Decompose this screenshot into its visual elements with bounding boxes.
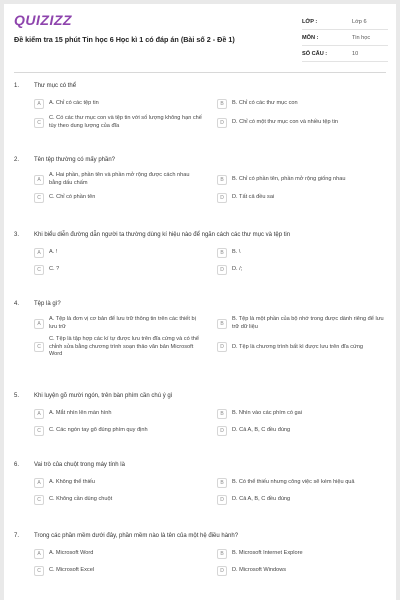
worksheet-title: Đề kiểm tra 15 phút Tin học 6 Học kì 1 có đáp án (Bài số 2 - Đề 1) — [14, 35, 235, 44]
options-grid — [34, 548, 386, 577]
question-6 — [14, 459, 386, 506]
option-text: D. Cả A, B, C đều đúng — [232, 496, 291, 503]
option-text: D. Microsoft Windows — [232, 567, 287, 574]
option-c[interactable] — [34, 565, 203, 577]
option-badge: C — [34, 118, 44, 128]
option-text: A. ! — [49, 249, 58, 256]
option-d[interactable] — [217, 192, 386, 204]
meta-value: 10 — [352, 50, 359, 57]
option-b[interactable] — [217, 548, 386, 560]
option-text: B. Có thể thiếu nhưng công việc sẽ kém hiệu quả — [232, 479, 355, 486]
option-badge: D — [217, 342, 227, 352]
option-badge: C — [34, 566, 44, 576]
question-number: 5. — [14, 393, 20, 399]
option-text: B. Chỉ có phần tên, phần mở rộng giống nhau — [232, 175, 346, 182]
option-badge: B — [217, 99, 227, 109]
meta-label: MÔN : — [302, 34, 319, 41]
option-a[interactable] — [34, 548, 203, 560]
option-text: B. Nhìn vào các phím có gai — [232, 410, 302, 417]
worksheet-page — [4, 4, 396, 600]
option-text: A. Mắt nhìn lên màn hình — [49, 410, 112, 417]
option-badge: C — [34, 495, 44, 505]
question-2 — [14, 154, 386, 204]
option-badge: C — [34, 193, 44, 203]
option-text: A. Chỉ có các tệp tin — [49, 100, 99, 107]
option-a[interactable] — [34, 247, 203, 259]
meta-value: Tin học — [352, 34, 371, 41]
option-text: D. Chỉ có một thư mục con và nhiều tệp tin — [232, 118, 339, 125]
options-grid — [34, 408, 386, 437]
question-7 — [14, 530, 386, 577]
question-text: Thư mục có thể — [34, 83, 77, 89]
option-b[interactable] — [217, 408, 386, 420]
option-a[interactable] — [34, 477, 203, 489]
question-header — [14, 459, 386, 471]
quizizz-logo: QUIZIZZ — [14, 12, 72, 28]
question-number: 3. — [14, 232, 20, 238]
option-text: D. Cả A, B, C đều đúng — [232, 427, 291, 434]
option-text: B. Chỉ có các thư mục con — [232, 100, 298, 107]
meta-row-count — [302, 46, 388, 62]
option-d[interactable] — [217, 336, 386, 359]
question-text: Tệp là gì? — [34, 301, 61, 307]
options-grid — [34, 98, 386, 130]
option-a[interactable] — [34, 172, 203, 187]
option-text: D. Tệp là chương trình bất kì được lưu trên đĩa cứng — [232, 343, 364, 350]
option-c[interactable] — [34, 115, 203, 130]
question-text: Khi luyện gõ mười ngón, trên bàn phím cần chú ý gì — [34, 393, 173, 399]
meta-value: Lớp 6 — [352, 18, 367, 25]
option-text: C. Chỉ có phần tên — [49, 194, 96, 201]
question-header — [14, 80, 386, 92]
option-text: A. Tệp là đơn vị cơ bản để lưu trữ thông tin trên các thiết bị lưu trữ — [49, 316, 196, 330]
option-a[interactable] — [34, 408, 203, 420]
options-grid — [34, 247, 386, 276]
option-b[interactable] — [217, 247, 386, 259]
option-badge: A — [34, 175, 44, 185]
option-badge: A — [34, 409, 44, 419]
option-text: D. Tất cả đều sai — [232, 194, 275, 201]
question-4 — [14, 298, 386, 359]
option-badge: D — [217, 265, 227, 275]
question-number: 2. — [14, 157, 20, 163]
option-text: D. /; — [232, 266, 243, 273]
option-c[interactable] — [34, 264, 203, 276]
option-b[interactable] — [217, 98, 386, 110]
option-d[interactable] — [217, 425, 386, 437]
options-grid — [34, 477, 386, 506]
question-header — [14, 154, 386, 166]
option-badge: C — [34, 426, 44, 436]
option-a[interactable] — [34, 98, 203, 110]
option-b[interactable] — [217, 477, 386, 489]
option-text: A. Hai phần, phần tên và phần mở rộng được cách nhau bằng dấu chấm — [49, 172, 190, 186]
option-text: C. Không cần dùng chuột — [49, 496, 113, 503]
question-number: 4. — [14, 301, 20, 307]
question-text: Tên tệp thường có mấy phần? — [34, 157, 115, 163]
option-badge: D — [217, 566, 227, 576]
question-text: Trong các phần mềm dưới đây, phần mềm nào là tên của một hệ điều hành? — [34, 533, 239, 539]
option-text: C. Microsoft Excel — [49, 567, 95, 574]
meta-info — [302, 14, 388, 62]
option-badge: B — [217, 478, 227, 488]
option-b[interactable] — [217, 316, 386, 331]
option-badge: B — [217, 248, 227, 258]
option-text: A. Microsoft Word — [49, 550, 94, 557]
option-c[interactable] — [34, 494, 203, 506]
question-5 — [14, 390, 386, 437]
question-header — [14, 530, 386, 542]
option-text: C. ? — [49, 266, 60, 273]
option-badge: B — [217, 409, 227, 419]
option-badge: A — [34, 549, 44, 559]
option-badge: B — [217, 175, 227, 185]
option-d[interactable] — [217, 565, 386, 577]
option-text: A. Không thể thiếu — [49, 479, 96, 486]
option-badge: D — [217, 118, 227, 128]
options-grid — [34, 172, 386, 204]
option-badge: B — [217, 319, 227, 329]
option-text: B. Microsoft Internet Explore — [232, 550, 303, 557]
option-badge: B — [217, 549, 227, 559]
option-badge: C — [34, 342, 44, 352]
question-3 — [14, 229, 386, 276]
option-c[interactable] — [34, 192, 203, 204]
option-badge: A — [34, 319, 44, 329]
option-a[interactable] — [34, 316, 203, 331]
question-text: Vai trò của chuột trong máy tính là — [34, 462, 125, 468]
option-text: B. Tệp là một phần của bộ nhớ trong được dành riêng để lưu trữ dữ liệu — [232, 316, 384, 330]
options-grid — [34, 316, 386, 359]
option-d[interactable] — [217, 494, 386, 506]
option-badge: A — [34, 99, 44, 109]
option-d[interactable] — [217, 115, 386, 130]
option-badge: A — [34, 248, 44, 258]
meta-row-subject — [302, 30, 388, 46]
question-number: 6. — [14, 462, 20, 468]
question-number: 7. — [14, 533, 20, 539]
meta-label: LỚP : — [302, 18, 318, 25]
question-1 — [14, 80, 386, 130]
option-badge: D — [217, 193, 227, 203]
meta-label: SỐ CÂU : — [302, 50, 328, 57]
question-number: 1. — [14, 83, 20, 89]
question-header — [14, 229, 386, 241]
option-text: C. Các ngón tay gõ đúng phím quy định — [49, 427, 148, 434]
option-badge: D — [217, 495, 227, 505]
question-header — [14, 298, 386, 310]
question-text: Khi biểu diễn đường dẫn người ta thường dùng kí hiệu nào để ngăn cách các thư mục và tệp tin — [34, 232, 291, 238]
question-header — [14, 390, 386, 402]
meta-row-class — [302, 14, 388, 30]
option-b[interactable] — [217, 172, 386, 187]
option-text: C. Có các thư mục con và tệp tin với số lượng không hạn chế tùy theo dung lượng của đĩa — [49, 115, 202, 129]
option-text: C. Tệp là tập hợp các kí tự được lưu trên đĩa cứng và có thể chỉnh sửa bằng chương trình soạn thảo văn bản Microsoft Word — [49, 336, 200, 358]
option-badge: C — [34, 265, 44, 275]
option-d[interactable] — [217, 264, 386, 276]
option-c[interactable] — [34, 425, 203, 437]
header-divider — [14, 72, 386, 73]
option-c[interactable] — [34, 336, 203, 359]
option-text: B. \ — [232, 249, 241, 256]
option-badge: A — [34, 478, 44, 488]
option-badge: D — [217, 426, 227, 436]
worksheet-header — [4, 4, 396, 70]
